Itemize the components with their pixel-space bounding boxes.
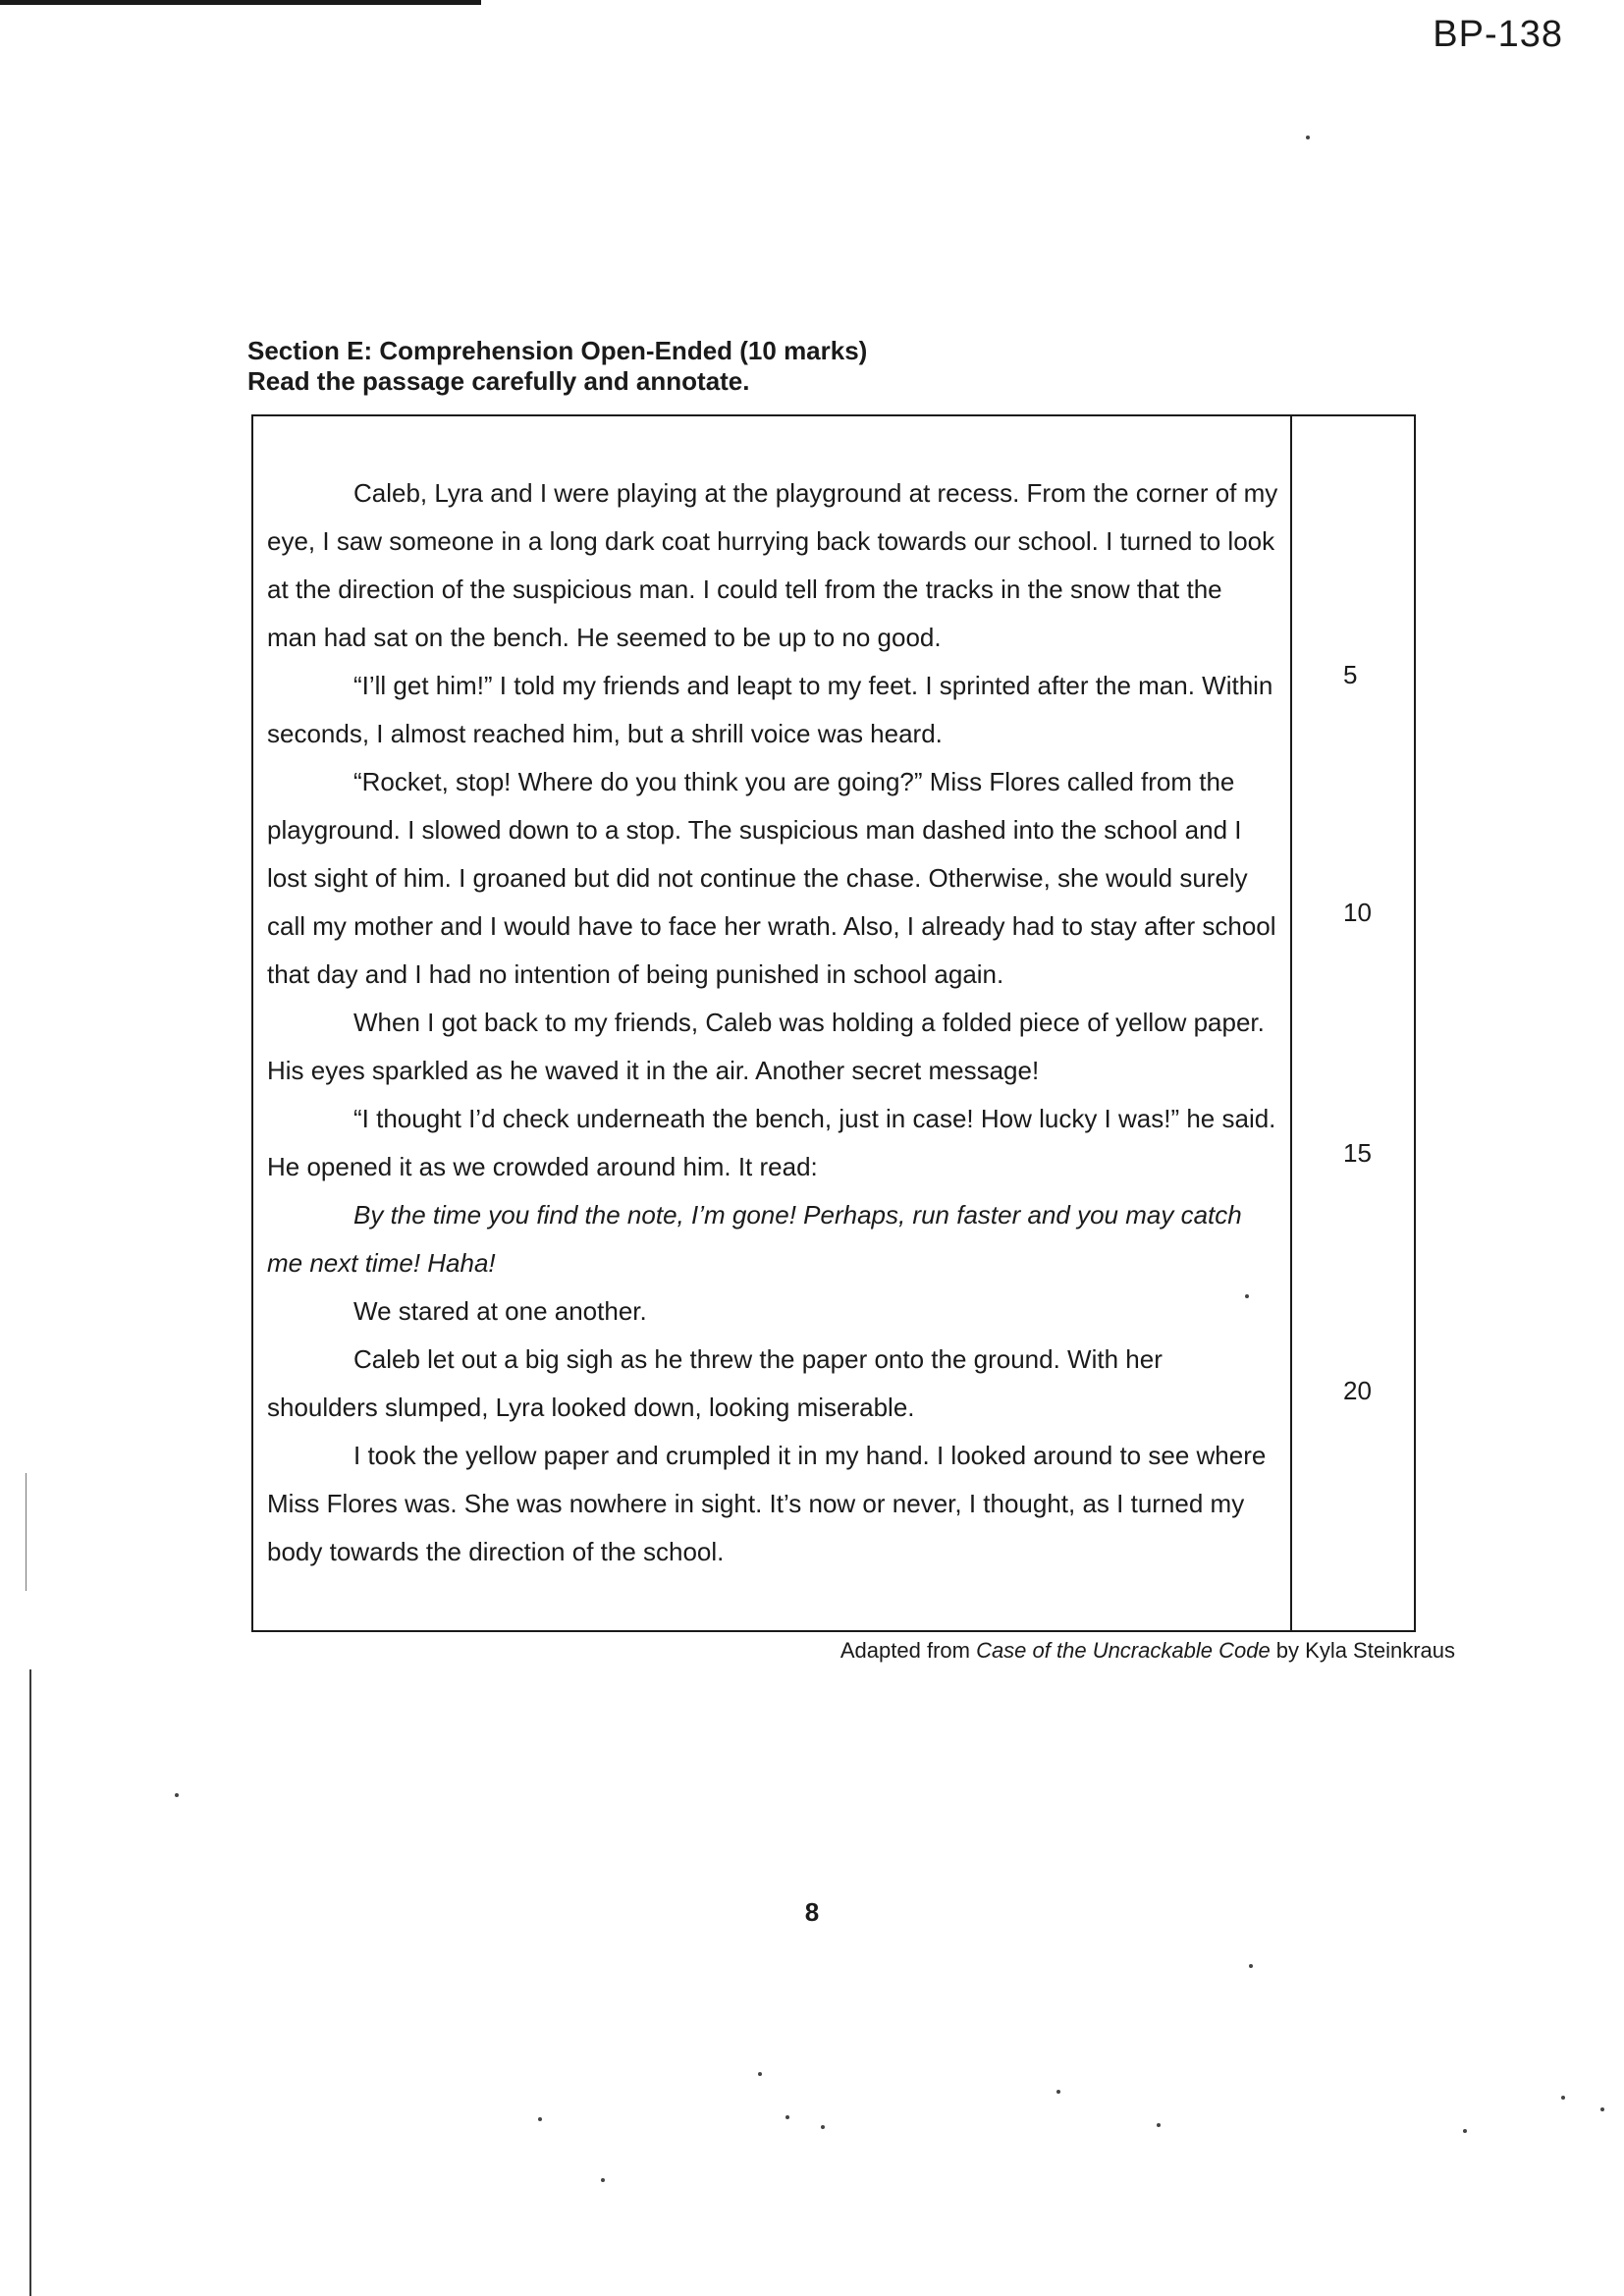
scan-speck xyxy=(758,2072,762,2076)
page-code: BP-138 xyxy=(1433,14,1563,55)
passage-paragraph: “I’ll get him!” I told my friends and leapt to my feet. I sprinted after the man. Within seconds, I almost reached him, but a shrill voice was heard. xyxy=(267,671,1273,748)
attribution-prefix: Adapted from xyxy=(839,1638,977,1663)
scan-speck xyxy=(785,2115,789,2119)
attribution-author: by Kyla Steinkraus xyxy=(1270,1638,1455,1663)
passage-paragraph: Caleb let out a big sigh as he threw the paper onto the ground. With her shoulders slumped, Lyra looked down, looking miserable. xyxy=(267,1344,1163,1422)
scan-speck xyxy=(1600,2107,1604,2111)
section-instruction: Read the passage carefully and annotate. xyxy=(247,366,750,396)
scan-edge-left xyxy=(29,1669,31,2296)
line-number-column-divider xyxy=(1290,416,1292,1630)
secret-message: By the time you find the note, I’m gone! Perhaps, run faster and you may catch me next time! Haha! xyxy=(267,1200,1242,1278)
scan-edge-left-faint xyxy=(26,1473,27,1591)
attribution-title: Case of the Uncrackable Code xyxy=(976,1638,1271,1663)
scan-edge-top xyxy=(0,0,481,5)
line-number-15: 15 xyxy=(1343,1138,1372,1168)
attribution xyxy=(840,1638,1455,1664)
scan-speck xyxy=(1306,136,1310,139)
line-number-10: 10 xyxy=(1343,898,1372,927)
line-number-5: 5 xyxy=(1343,660,1358,689)
scan-speck xyxy=(175,1793,179,1797)
page-number: 8 xyxy=(804,1897,820,1927)
scan-speck xyxy=(1245,1294,1249,1298)
scan-speck xyxy=(821,2125,825,2129)
scan-speck xyxy=(1056,2090,1060,2094)
passage-paragraph: Caleb, Lyra and I were playing at the playground at recess. From the corner of my eye, I saw someone in a long dark coat hurrying back towards our school. I turned to look at the direction of the suspicious man. I could tell from the tracks in the snow that the man had sat on the bench. He seemed to be up to no good. xyxy=(267,478,1278,652)
scan-speck xyxy=(601,2178,605,2182)
section-title: Section E: Comprehension Open-Ended (10 marks) xyxy=(247,336,868,365)
line-number-20: 20 xyxy=(1343,1376,1372,1405)
passage-paragraph: “Rocket, stop! Where do you think you are going?” Miss Flores called from the playground. I slowed down to a stop. The suspicious man dashed into the school and I lost sight of him. I groaned but did not continue the chase. Otherwise, she would surely call my mother and I would have to face her wrath. Also, I already had to stay after school that day and I had no intention of being punished in school again. xyxy=(267,767,1276,989)
scan-speck xyxy=(1561,2096,1565,2100)
passage-paragraph: When I got back to my friends, Caleb was holding a folded piece of yellow paper. His eyes sparkled as he waved it in the air. Another secret message! xyxy=(267,1008,1265,1085)
passage-paragraph: We stared at one another. xyxy=(353,1296,647,1326)
passage-text xyxy=(267,469,1278,1576)
passage-box xyxy=(251,414,1416,1632)
scan-speck xyxy=(538,2117,542,2121)
section-header xyxy=(247,336,867,397)
passage-paragraph: “I thought I’d check underneath the bench, just in case! How lucky I was!” he said. He opened it as we crowded around him. It read: xyxy=(267,1104,1276,1181)
scan-speck xyxy=(1157,2123,1161,2127)
passage-paragraph: I took the yellow paper and crumpled it in my hand. I looked around to see where Miss Flores was. She was nowhere in sight. It’s now or never, I thought, as I turned my body towards the direction of the school. xyxy=(267,1441,1267,1566)
scan-speck xyxy=(1463,2129,1467,2133)
scan-speck xyxy=(1249,1964,1253,1968)
